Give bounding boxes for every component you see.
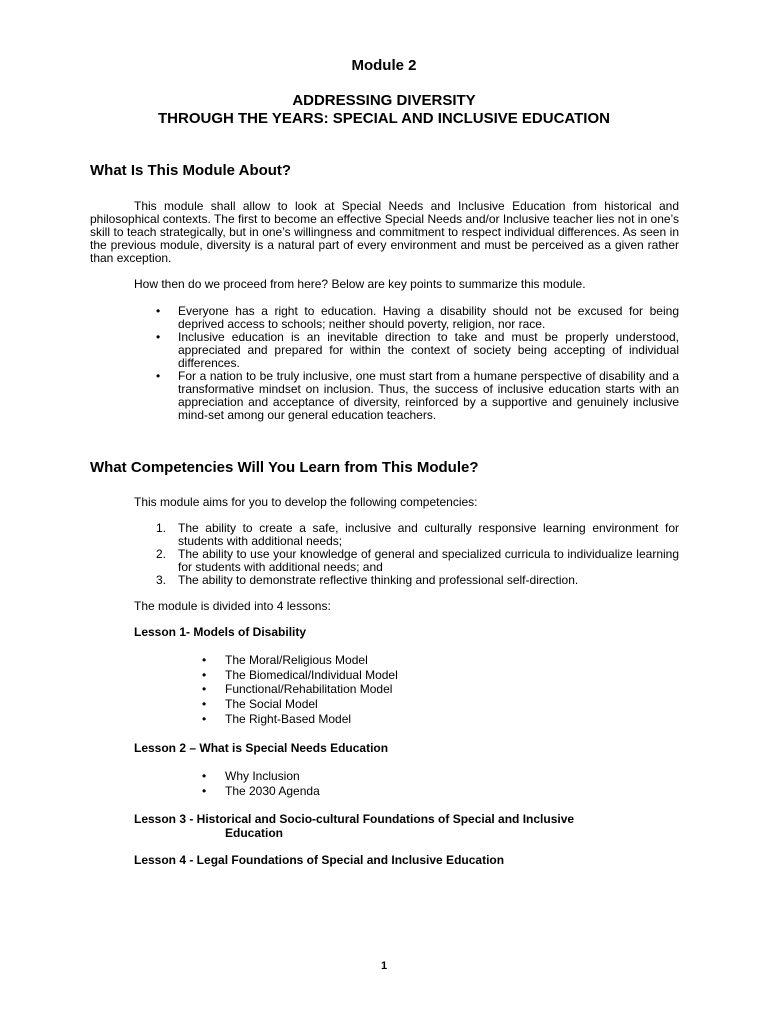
competency-item: 2. The ability to use your knowledge of general and specialized curricula to individualize learning for students with additional needs; and (156, 547, 679, 574)
lesson-topic: • The Biomedical/Individual Model (202, 667, 398, 682)
lesson-topic: • The Right-Based Model (202, 711, 352, 726)
lesson-topic: • Why Inclusion (202, 769, 300, 783)
module-title-line-2: THROUGH THE YEARS: SPECIAL AND INCLUSIVE EDUCATION (158, 110, 610, 127)
lesson-topic: • The Moral/Religious Model (202, 653, 368, 667)
bullet-icon: • (202, 783, 207, 798)
bullet-icon: • (202, 711, 207, 726)
key-point-item: • Inclusive education is an inevitable direction to take and must be properly understood, appreciated and prepared for within the context of society being accepting of individual differences. (156, 330, 679, 370)
page-number: 1 (380, 960, 388, 972)
competencies-list (156, 521, 679, 587)
competencies-lead-text: This module aims for you to develop the following competencies: (134, 495, 478, 509)
section-heading-competencies: What Competencies Will You Learn from This Module? (90, 459, 479, 476)
module-number: Module 2 (351, 57, 417, 74)
key-point-item: • Everyone has a right to education. Having a disability should not be excused for being deprived access to schools; neither should poverty, religion, nor race. (156, 304, 679, 331)
lesson-3-title-continued: Education (225, 826, 284, 840)
key-points-list (156, 304, 679, 422)
about-intro-paragraph: This module shall allow to look at Special Needs and Inclusive Education from historical and philosophical contexts. The first to become an effective Special Needs and/or Inclusive teacher lies not in one’s skill to teach strategically, but in one’s willingness and commitment to respect individual differences. As seen in the previous module, diversity is a natural part of every environment and must be perceived as a given rather than exception. (90, 199, 679, 265)
bullet-icon: • (156, 304, 161, 318)
bullet-icon: • (202, 653, 207, 667)
lessons-intro-text: The module is divided into 4 lessons: (134, 599, 331, 613)
section-heading-about: What Is This Module About? (90, 162, 292, 179)
lesson-1-title: Lesson 1- Models of Disability (134, 625, 307, 639)
lesson-topic: • The Social Model (202, 697, 318, 712)
module-title-line-1: ADDRESSING DIVERSITY (292, 92, 476, 109)
competency-item: 1. The ability to create a safe, inclusive and culturally responsive learning environment for students with additional needs; (156, 521, 679, 548)
lesson-1-topics (202, 653, 398, 727)
lesson-4-title: Lesson 4 - Legal Foundations of Special and Inclusive Education (134, 853, 505, 867)
bullet-icon: • (156, 330, 161, 344)
competency-item: 3. The ability to demonstrate reflective thinking and professional self-direction. (156, 573, 579, 587)
lesson-2-topics (202, 769, 320, 798)
key-point-item: • For a nation to be truly inclusive, one must start from a humane perspective of disability and a transformative mindset on inclusion. Thus, the success of inclusive education starts with an appreciation and acceptance of diversity, reinforced by a supportive and genuinely inclusive mind-set among our general education teachers. (156, 369, 679, 422)
bullet-icon: • (202, 667, 207, 682)
lesson-topic: • Functional/Rehabilitation Model (202, 682, 393, 697)
bullet-icon: • (202, 769, 207, 783)
bullet-icon: • (202, 697, 207, 712)
bullet-icon: • (202, 682, 207, 697)
lesson-2-title: Lesson 2 – What is Special Needs Education (134, 741, 389, 755)
lesson-3-title: Lesson 3 - Historical and Socio-cultural Foundations of Special and Inclusive (134, 812, 575, 826)
about-lead-text: How then do we proceed from here? Below are key points to summarize this module. (134, 277, 586, 291)
bullet-icon: • (156, 369, 161, 383)
lesson-topic: • The 2030 Agenda (202, 783, 320, 798)
